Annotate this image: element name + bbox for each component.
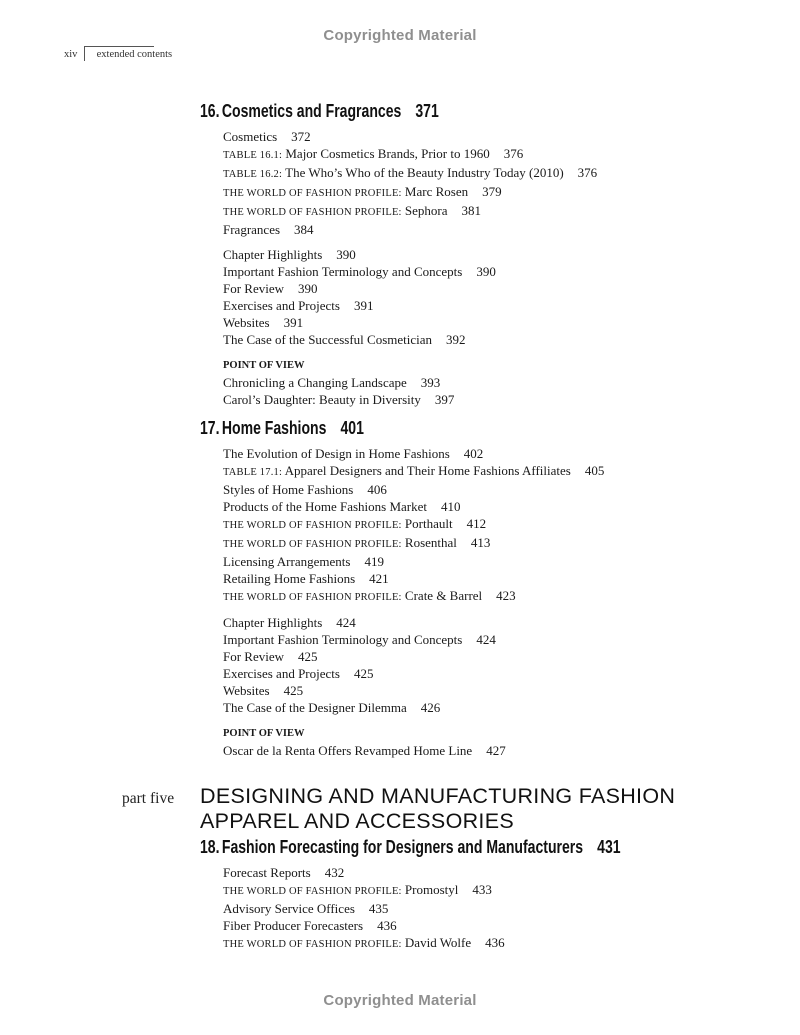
- toc-entry[interactable]: [223, 682, 780, 699]
- entry-label: THE WORLD OF FASHION PROFILE:: [223, 592, 402, 603]
- toc-entry[interactable]: [223, 374, 780, 391]
- entry-text: Important Fashion Terminology and Concepts: [223, 632, 463, 647]
- entry-label: TABLE 16.2:: [223, 169, 283, 180]
- entry-page: 390: [476, 264, 496, 279]
- toc-entry[interactable]: [223, 570, 780, 587]
- entry-page: 376: [503, 146, 524, 161]
- toc-entry[interactable]: [223, 614, 780, 631]
- entry-text: Crate & Barrel: [401, 588, 483, 603]
- toc-entry[interactable]: [223, 648, 780, 665]
- entry-text: David Wolfe: [401, 935, 472, 950]
- entry-page: 425: [283, 683, 304, 698]
- chapter-18: [200, 834, 780, 953]
- entry-page: 432: [324, 865, 345, 880]
- entry-page: 427: [486, 743, 506, 758]
- entry-page: 406: [367, 482, 387, 497]
- entry-text: Major Cosmetics Brands, Prior to 1960: [282, 146, 490, 161]
- entry-page: 410: [441, 499, 461, 514]
- chapter-number: 18.: [200, 837, 220, 857]
- toc-entry[interactable]: [223, 587, 780, 606]
- entry-text: Websites: [223, 683, 270, 698]
- entry-page: 390: [336, 247, 356, 262]
- entry-text: Styles of Home Fashions: [223, 482, 354, 497]
- entry-page: 379: [482, 184, 502, 199]
- copyright-watermark-bottom: Copyrighted Material: [323, 992, 477, 1009]
- chapter-title: Fashion Forecasting for Designers and Manufacturers: [221, 837, 584, 857]
- running-head: [64, 49, 172, 60]
- entry-text: Exercises and Projects: [223, 666, 340, 681]
- entry-label: THE WORLD OF FASHION PROFILE:: [223, 539, 402, 550]
- entry-page: 421: [369, 571, 389, 586]
- entry-page: 424: [336, 615, 356, 630]
- entry-text: Forecast Reports: [223, 865, 311, 880]
- entry-text: Fiber Producer Forecasters: [223, 918, 364, 933]
- toc-entry[interactable]: [223, 391, 780, 408]
- entry-page: 397: [434, 392, 455, 407]
- toc-entry[interactable]: [223, 498, 780, 515]
- entry-page: 376: [577, 165, 598, 180]
- entry-page: 405: [584, 463, 605, 478]
- chapter-heading[interactable]: [200, 98, 652, 124]
- entry-page: 424: [476, 632, 496, 647]
- entry-text: The Case of the Designer Dilemma: [223, 700, 407, 715]
- toc-entry[interactable]: [223, 297, 780, 314]
- toc-entry[interactable]: [223, 742, 780, 759]
- entry-page: 372: [291, 129, 311, 144]
- toc-entry[interactable]: [223, 263, 780, 280]
- entry-label: THE WORLD OF FASHION PROFILE:: [223, 207, 402, 218]
- toc-entry[interactable]: [223, 515, 780, 534]
- entry-text: Chapter Highlights: [223, 247, 323, 262]
- entry-text: The Evolution of Design in Home Fashions: [223, 446, 450, 461]
- toc-entry[interactable]: [223, 183, 780, 202]
- point-of-view-heading: POINT OF VIEW: [223, 728, 305, 739]
- toc-entry[interactable]: [223, 481, 780, 498]
- toc-entry[interactable]: [223, 934, 780, 953]
- toc-entry[interactable]: [223, 699, 780, 716]
- copyright-watermark-top: Copyrighted Material: [323, 27, 477, 44]
- entry-page: 402: [463, 446, 484, 461]
- entry-text: Oscar de la Renta Offers Revamped Home Line: [223, 743, 473, 758]
- chapter-number: 17.: [200, 418, 220, 438]
- entry-page: 425: [298, 649, 318, 664]
- toc-entry[interactable]: [223, 202, 780, 221]
- toc-entry[interactable]: [223, 881, 780, 900]
- entry-page: 390: [298, 281, 318, 296]
- entry-label: THE WORLD OF FASHION PROFILE:: [223, 188, 402, 199]
- chapter-title: Home Fashions: [221, 418, 327, 438]
- entry-text: Cosmetics: [223, 129, 278, 144]
- toc-entry[interactable]: [223, 900, 780, 917]
- entry-text: Carol’s Daughter: Beauty in Diversity: [223, 392, 421, 407]
- entry-text: Licensing Arrangements: [223, 554, 351, 569]
- entry-page: 426: [420, 700, 441, 715]
- toc-entry[interactable]: [223, 553, 780, 570]
- chapter-title: Cosmetics and Fragrances: [221, 101, 402, 121]
- part-label: part five: [122, 790, 175, 807]
- entry-text: For Review: [223, 281, 285, 296]
- toc-entry[interactable]: [223, 280, 780, 297]
- entry-label: THE WORLD OF FASHION PROFILE:: [223, 939, 402, 950]
- entry-text: Sephora: [401, 203, 448, 218]
- toc-entry[interactable]: [223, 462, 780, 481]
- chapter-page: 431: [597, 837, 621, 857]
- toc-entry[interactable]: [223, 164, 780, 183]
- chapter-16: [200, 98, 780, 408]
- entry-page: 392: [446, 332, 466, 347]
- entry-page: 384: [294, 222, 314, 237]
- entry-label: THE WORLD OF FASHION PROFILE:: [223, 886, 402, 897]
- chapter-page: 401: [340, 418, 364, 438]
- entry-text: Exercises and Projects: [223, 298, 340, 313]
- entry-text: Websites: [223, 315, 270, 330]
- entry-text: Products of the Home Fashions Market: [223, 499, 428, 514]
- entry-text: Chronicling a Changing Landscape: [223, 375, 407, 390]
- toc-entry[interactable]: [223, 665, 780, 682]
- toc-entry[interactable]: [223, 314, 780, 331]
- part-title[interactable]: DESIGNING AND MANUFACTURING FASHION APPAREL AND ACCESSORIES: [200, 784, 676, 833]
- chapter-page: 371: [415, 101, 439, 121]
- entry-text: Apparel Designers and Their Home Fashions Affiliates: [282, 463, 571, 478]
- toc-entry[interactable]: [223, 534, 780, 553]
- page-number: xiv: [64, 49, 78, 60]
- toc-entry[interactable]: [223, 864, 780, 881]
- entry-page: 435: [368, 901, 389, 916]
- entry-text: Chapter Highlights: [223, 615, 323, 630]
- entry-text: Fragrances: [223, 222, 281, 237]
- header-rule-vertical: [84, 46, 85, 61]
- entry-page: 425: [353, 666, 374, 681]
- entry-page: 391: [353, 298, 374, 313]
- entry-text: Retailing Home Fashions: [223, 571, 356, 586]
- toc-entry[interactable]: [223, 246, 780, 263]
- entry-text: The Who’s Who of the Beauty Industry Today (2010): [282, 165, 564, 180]
- chapter-number: 16.: [200, 101, 220, 121]
- entry-page: 433: [472, 882, 492, 897]
- entry-text: Rosenthal: [401, 535, 457, 550]
- entry-page: 393: [420, 375, 441, 390]
- point-of-view-heading: POINT OF VIEW: [223, 360, 305, 371]
- chapter-17: [200, 415, 780, 759]
- entry-page: 436: [377, 918, 397, 933]
- entry-page: 419: [364, 554, 384, 569]
- toc-entry[interactable]: [223, 128, 780, 145]
- toc-entry[interactable]: [223, 631, 780, 648]
- header-rule-horizontal: [84, 46, 154, 47]
- toc-entry[interactable]: [223, 917, 780, 934]
- entry-label: THE WORLD OF FASHION PROFILE:: [223, 520, 402, 531]
- entry-text: For Review: [223, 649, 285, 664]
- entry-label: TABLE 16.1:: [223, 150, 283, 161]
- toc-entry[interactable]: [223, 221, 780, 238]
- entry-page: 423: [496, 588, 516, 603]
- entry-page: 381: [461, 203, 482, 218]
- toc-entry[interactable]: [223, 145, 780, 164]
- entry-page: 412: [466, 516, 487, 531]
- entry-text: Advisory Service Offices: [223, 901, 355, 916]
- entry-label: TABLE 17.1:: [223, 467, 283, 478]
- entry-text: Marc Rosen: [401, 184, 469, 199]
- running-head-title: extended contents: [96, 49, 173, 60]
- entry-text: Porthault: [401, 516, 453, 531]
- entry-page: 413: [470, 535, 491, 550]
- entry-text: Promostyl: [401, 882, 459, 897]
- chapter-heading[interactable]: [200, 834, 652, 860]
- entry-text: The Case of the Successful Cosmetician: [223, 332, 433, 347]
- entry-text: Important Fashion Terminology and Concepts: [223, 264, 463, 279]
- toc-entry[interactable]: [223, 445, 780, 462]
- entry-page: 391: [283, 315, 304, 330]
- entry-page: 436: [485, 935, 505, 950]
- toc-entry[interactable]: [223, 331, 780, 348]
- chapter-heading[interactable]: [200, 415, 652, 441]
